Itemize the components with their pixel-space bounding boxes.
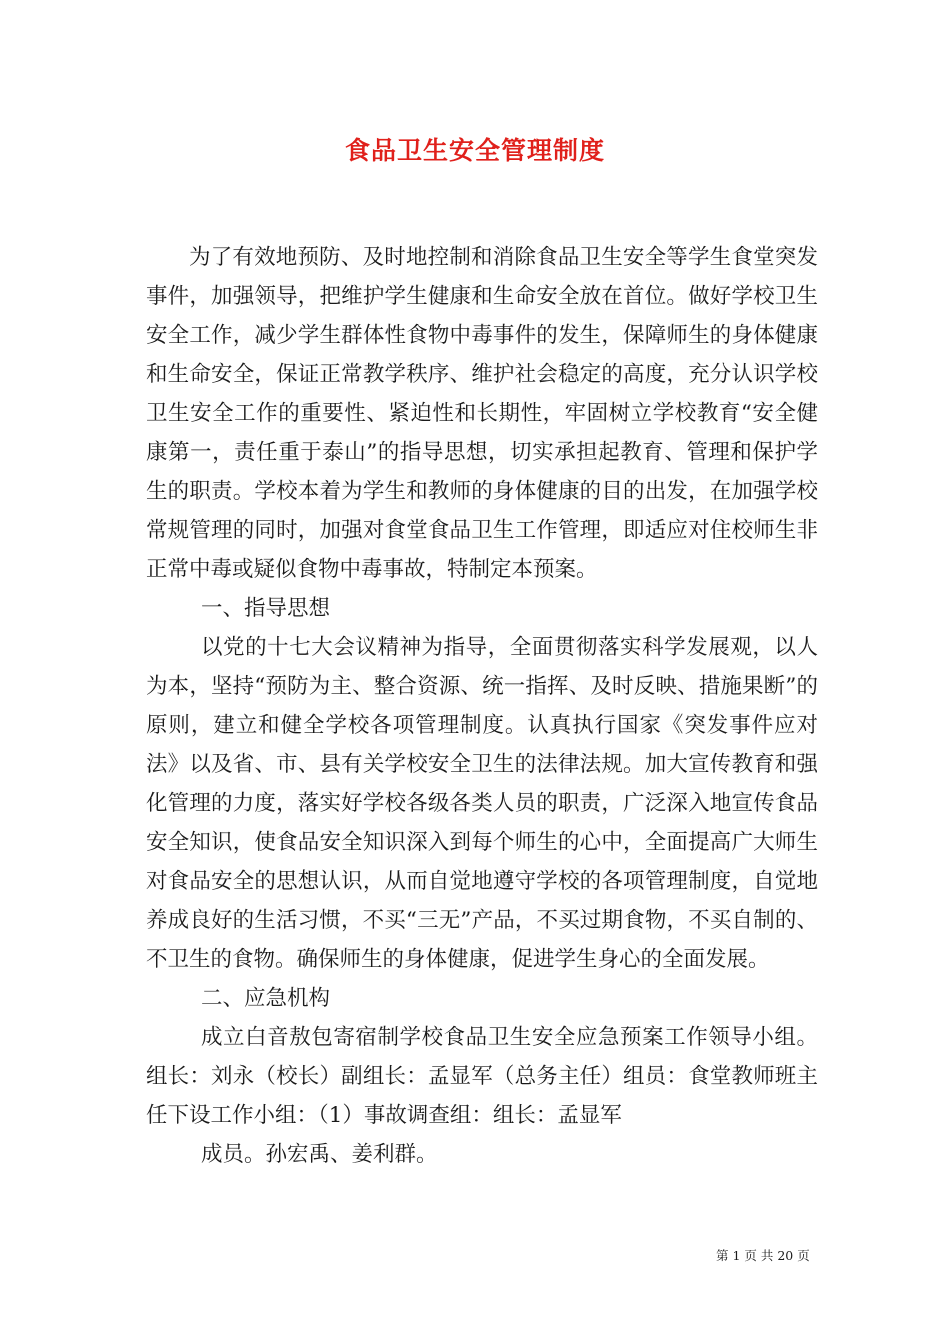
paragraph-guiding-ideology: 以党的十七大会议精神为指导，全面贯彻落实科学发展观，以人为本，坚持“预防为主、整合资源、统一指挥、及时反映、措施果断”的原则，建立和健全学校各项管理制度。认真执行国家《突发事件应对法》以及省、市、县有关学校安全卫生的法律法规。加大宣传教育和强化管理的力度，落实好学校各级各类人员的职责，广泛深入地宣传食品安全知识，使食品安全知识深入到每个师生的心中，全面提高广大师生对食品安全的思想认识，从而自觉地遵守学校的各项管理制度，自觉地养成良好的生活习惯，不买“三无”产品，不买过期食物，不买自制的、不卫生的食物。确保师生的身体健康，促进学生身心的全面发展。 <box>146 635 818 972</box>
section-heading-emergency-organization: 二、应急机构 <box>201 986 331 1011</box>
paragraph-intro: 为了有效地预防、及时地控制和消除食品卫生安全等学生食堂突发事件，加强领导，把维护学生健康和生命安全放在首位。做好学校卫生安全工作，减少学生群体性食物中毒事件的发生，保障师生的身体健康和生命安全，保证正常教学秩序、维护社会稳定的高度，充分认识学校卫生安全工作的重要性、紧迫性和长期性，牢固树立学校教育“安全健康第一，责任重于泰山”的指导思想，切实承担起教育、管理和保护学生的职责。学校本着为学生和教师的身体健康的目的出发，在加强学校常规管理的同时，加强对食堂食品卫生工作管理，即适应对住校师生非正常中毒或疑似食物中毒事故，特制定本预案。 <box>146 245 818 582</box>
document-title: 食品卫生安全管理制度 <box>344 136 605 165</box>
page-number: 第 1 页 共 20 页 <box>716 1248 810 1263</box>
paragraph-emergency-organization: 成立白音敖包寄宿制学校食品卫生安全应急预案工作领导小组。组长：刘永（校长）副组长：孟显军（总务主任）组员：食堂教师班主任下设工作小组：（1）事故调查组：组长：孟显军 <box>146 1025 818 1128</box>
paragraph-members: 成员。孙宏禹、姜利群。 <box>201 1142 438 1167</box>
document-body <box>146 238 818 1174</box>
section-heading-guiding-ideology: 一、指导思想 <box>201 596 331 621</box>
